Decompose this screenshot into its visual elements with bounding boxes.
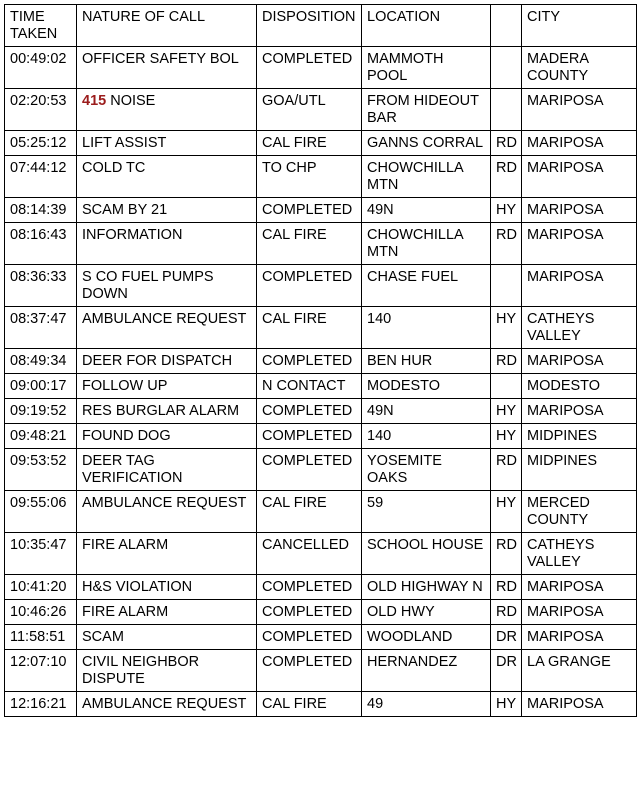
cell-city: MARIPOSA	[522, 156, 637, 198]
cell-time: 08:36:33	[5, 265, 77, 307]
cell-disposition: COMPLETED	[257, 449, 362, 491]
cell-nature: AMBULANCE REQUEST	[77, 491, 257, 533]
cell-time: 05:25:12	[5, 131, 77, 156]
cell-disposition: CAL FIRE	[257, 307, 362, 349]
cell-city: MARIPOSA	[522, 349, 637, 374]
table-row	[5, 449, 637, 491]
cell-location: 49N	[362, 198, 491, 223]
table-row	[5, 399, 637, 424]
cell-nature: H&S VIOLATION	[77, 575, 257, 600]
cell-suffix	[491, 47, 522, 89]
cell-suffix: RD	[491, 533, 522, 575]
header-disposition: DISPOSITION	[257, 5, 362, 47]
cell-city: MODESTO	[522, 374, 637, 399]
cell-suffix: RD	[491, 223, 522, 265]
table-row	[5, 89, 637, 131]
cell-city: MARIPOSA	[522, 265, 637, 307]
cell-nature: DEER FOR DISPATCH	[77, 349, 257, 374]
header-nature: NATURE OF CALL	[77, 5, 257, 47]
cell-city: CATHEYS VALLEY	[522, 533, 637, 575]
cell-location: MODESTO	[362, 374, 491, 399]
table-row	[5, 47, 637, 89]
cell-city: MARIPOSA	[522, 89, 637, 131]
cell-city: MERCED COUNTY	[522, 491, 637, 533]
cell-nature: CIVIL NEIGHBOR DISPUTE	[77, 650, 257, 692]
cell-time: 07:44:12	[5, 156, 77, 198]
cell-city: MARIPOSA	[522, 625, 637, 650]
cell-nature	[77, 89, 257, 131]
header-suffix	[491, 5, 522, 47]
cell-time: 09:53:52	[5, 449, 77, 491]
cell-disposition: GOA/UTL	[257, 89, 362, 131]
cell-suffix	[491, 89, 522, 131]
cell-suffix: HY	[491, 399, 522, 424]
cell-location: GANNS CORRAL	[362, 131, 491, 156]
table-row	[5, 198, 637, 223]
cell-time: 08:14:39	[5, 198, 77, 223]
cell-city: MARIPOSA	[522, 575, 637, 600]
cell-nature: LIFT ASSIST	[77, 131, 257, 156]
cell-disposition: COMPLETED	[257, 650, 362, 692]
cell-suffix: HY	[491, 491, 522, 533]
cell-time: 08:37:47	[5, 307, 77, 349]
table-row	[5, 650, 637, 692]
cell-city: CATHEYS VALLEY	[522, 307, 637, 349]
cell-suffix: RD	[491, 131, 522, 156]
table-row	[5, 265, 637, 307]
cell-location: 140	[362, 424, 491, 449]
cell-suffix: HY	[491, 692, 522, 717]
cell-time: 10:46:26	[5, 600, 77, 625]
cell-location: CHOWCHILLA MTN	[362, 223, 491, 265]
cell-city: LA GRANGE	[522, 650, 637, 692]
cell-time: 08:49:34	[5, 349, 77, 374]
cell-city: MARIPOSA	[522, 223, 637, 265]
table-row	[5, 533, 637, 575]
cell-disposition: CAL FIRE	[257, 223, 362, 265]
call-log-table	[4, 4, 637, 717]
call-nature-text: NOISE	[106, 93, 156, 109]
cell-city: MARIPOSA	[522, 399, 637, 424]
cell-suffix: DR	[491, 650, 522, 692]
cell-disposition: CAL FIRE	[257, 131, 362, 156]
cell-time: 02:20:53	[5, 89, 77, 131]
cell-location: CHOWCHILLA MTN	[362, 156, 491, 198]
cell-nature: AMBULANCE REQUEST	[77, 307, 257, 349]
cell-location: YOSEMITE OAKS	[362, 449, 491, 491]
table-row	[5, 131, 637, 156]
cell-time: 00:49:02	[5, 47, 77, 89]
cell-suffix: HY	[491, 198, 522, 223]
cell-disposition: COMPLETED	[257, 198, 362, 223]
cell-suffix	[491, 374, 522, 399]
cell-city: MARIPOSA	[522, 198, 637, 223]
cell-suffix	[491, 265, 522, 307]
cell-nature: OFFICER SAFETY BOL	[77, 47, 257, 89]
cell-location: 49	[362, 692, 491, 717]
cell-suffix: DR	[491, 625, 522, 650]
cell-time: 12:07:10	[5, 650, 77, 692]
table-row	[5, 307, 637, 349]
cell-time: 12:16:21	[5, 692, 77, 717]
header-row	[5, 5, 637, 47]
cell-suffix: HY	[491, 424, 522, 449]
cell-time: 09:48:21	[5, 424, 77, 449]
header-location: LOCATION	[362, 5, 491, 47]
cell-disposition: COMPLETED	[257, 349, 362, 374]
cell-location: FROM HIDEOUT BAR	[362, 89, 491, 131]
table-row	[5, 600, 637, 625]
cell-time: 10:35:47	[5, 533, 77, 575]
header-city: CITY	[522, 5, 637, 47]
cell-disposition: COMPLETED	[257, 575, 362, 600]
table-row	[5, 349, 637, 374]
cell-location: BEN HUR	[362, 349, 491, 374]
cell-nature: AMBULANCE REQUEST	[77, 692, 257, 717]
cell-nature: INFORMATION	[77, 223, 257, 265]
cell-city: MADERA COUNTY	[522, 47, 637, 89]
cell-nature: S CO FUEL PUMPS DOWN	[77, 265, 257, 307]
cell-city: MIDPINES	[522, 449, 637, 491]
call-code: 415	[82, 93, 107, 109]
cell-disposition: CAL FIRE	[257, 692, 362, 717]
cell-suffix: RD	[491, 575, 522, 600]
table-row	[5, 156, 637, 198]
cell-suffix: RD	[491, 449, 522, 491]
cell-nature: FOUND DOG	[77, 424, 257, 449]
cell-location: WOODLAND	[362, 625, 491, 650]
cell-location: HERNANDEZ	[362, 650, 491, 692]
cell-location: OLD HIGHWAY N	[362, 575, 491, 600]
cell-nature: SCAM BY 21	[77, 198, 257, 223]
cell-disposition: CAL FIRE	[257, 491, 362, 533]
table-row	[5, 575, 637, 600]
cell-location: OLD HWY	[362, 600, 491, 625]
cell-location: 140	[362, 307, 491, 349]
table-row	[5, 223, 637, 265]
cell-disposition: COMPLETED	[257, 600, 362, 625]
table-row	[5, 692, 637, 717]
cell-suffix: RD	[491, 349, 522, 374]
cell-nature: FIRE ALARM	[77, 600, 257, 625]
cell-suffix: HY	[491, 307, 522, 349]
cell-city: MARIPOSA	[522, 600, 637, 625]
cell-disposition: CANCELLED	[257, 533, 362, 575]
cell-time: 11:58:51	[5, 625, 77, 650]
cell-time: 10:41:20	[5, 575, 77, 600]
cell-location: SCHOOL HOUSE	[362, 533, 491, 575]
cell-time: 09:55:06	[5, 491, 77, 533]
table-row	[5, 374, 637, 399]
cell-location: CHASE FUEL	[362, 265, 491, 307]
cell-city: MIDPINES	[522, 424, 637, 449]
cell-city: MARIPOSA	[522, 692, 637, 717]
cell-nature: FOLLOW UP	[77, 374, 257, 399]
header-time: TIME TAKEN	[5, 5, 77, 47]
cell-nature: DEER TAG VERIFICATION	[77, 449, 257, 491]
cell-time: 09:19:52	[5, 399, 77, 424]
cell-suffix: RD	[491, 156, 522, 198]
cell-disposition: COMPLETED	[257, 625, 362, 650]
cell-disposition: TO CHP	[257, 156, 362, 198]
cell-nature: FIRE ALARM	[77, 533, 257, 575]
cell-time: 08:16:43	[5, 223, 77, 265]
cell-location: 59	[362, 491, 491, 533]
cell-disposition: COMPLETED	[257, 47, 362, 89]
cell-suffix: RD	[491, 600, 522, 625]
cell-nature: COLD TC	[77, 156, 257, 198]
cell-location: MAMMOTH POOL	[362, 47, 491, 89]
cell-nature: SCAM	[77, 625, 257, 650]
table-row	[5, 491, 637, 533]
table-row	[5, 424, 637, 449]
cell-time: 09:00:17	[5, 374, 77, 399]
cell-disposition: COMPLETED	[257, 265, 362, 307]
cell-disposition: N CONTACT	[257, 374, 362, 399]
table-row	[5, 625, 637, 650]
cell-disposition: COMPLETED	[257, 424, 362, 449]
call-log-body	[5, 5, 637, 717]
cell-location: 49N	[362, 399, 491, 424]
cell-nature: RES BURGLAR ALARM	[77, 399, 257, 424]
cell-city: MARIPOSA	[522, 131, 637, 156]
cell-disposition: COMPLETED	[257, 399, 362, 424]
